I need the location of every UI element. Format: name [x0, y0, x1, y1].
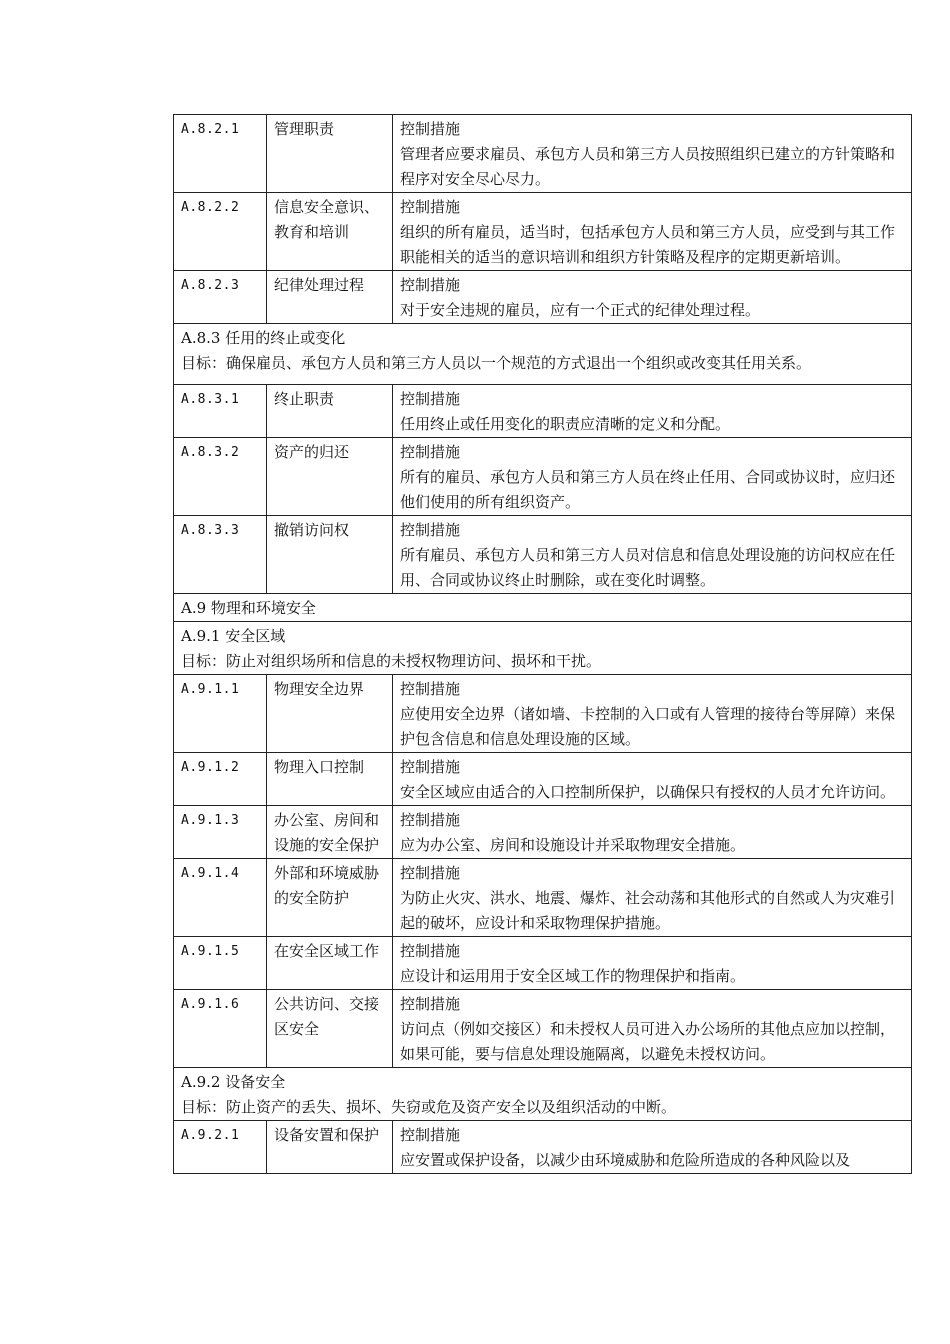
control-id: A.9.2.1: [174, 1121, 267, 1174]
control-label: 控制措施: [400, 198, 461, 216]
table-row: [174, 937, 912, 990]
control-text: 对于安全违规的雇员，应有一个正式的纪律处理过程。: [400, 301, 761, 319]
control-text: 为防止火灾、洪水、地震、爆炸、社会动荡和其他形式的自然或人为灾难引起的破坏，应设计和采取物理保护措施。: [400, 889, 896, 932]
table-row: [174, 675, 912, 753]
control-text: 管理者应要求雇员、承包方人员和第三方人员按照组织已建立的方针策略和程序对安全尽心尽力。: [400, 145, 896, 188]
section-a92: [174, 1068, 912, 1121]
control-id: A.8.3.2: [174, 438, 267, 516]
section-objective: 目标：防止资产的丢失、损坏、失窃或危及资产安全以及组织活动的中断。: [181, 1098, 677, 1116]
control-description: [393, 990, 912, 1068]
section-title: A.9.1 安全区域: [181, 627, 286, 645]
control-text: 任用终止或任用变化的职责应清晰的定义和分配。: [400, 415, 731, 433]
section-objective: 目标：确保雇员、承包方人员和第三方人员以一个规范的方式退出一个组织或改变其任用关系。: [181, 354, 812, 372]
control-description: [393, 859, 912, 937]
control-text: 组织的所有雇员，适当时，包括承包方人员和第三方人员，应受到与其工作职能相关的适当的意识培训和组织方针策略及程序的定期更新培训。: [400, 223, 896, 266]
control-label: 控制措施: [400, 443, 461, 461]
control-description: [393, 753, 912, 806]
table-row: [174, 990, 912, 1068]
control-label: 控制措施: [400, 811, 461, 829]
standard-document: [173, 114, 911, 1174]
control-description: [393, 115, 912, 193]
control-text: 安全区域应由适合的入口控制所保护，以确保只有授权的人员才允许访问。: [400, 783, 896, 801]
control-name: 纪律处理过程: [267, 271, 393, 324]
control-id: A.8.3.3: [174, 516, 267, 594]
control-description: [393, 438, 912, 516]
section-objective: 目标：防止对组织场所和信息的未授权物理访问、损坏和干扰。: [181, 652, 602, 670]
section-row: [174, 622, 912, 675]
control-label: 控制措施: [400, 276, 461, 294]
section-title: A.9.2 设备安全: [181, 1073, 286, 1091]
control-label: 控制措施: [400, 680, 461, 698]
control-id: A.9.1.6: [174, 990, 267, 1068]
control-id: A.8.3.1: [174, 385, 267, 438]
table-row: [174, 516, 912, 594]
control-name: 设备安置和保护: [267, 1121, 393, 1174]
table-row: [174, 271, 912, 324]
section-row: [174, 324, 912, 385]
control-id: A.8.2.1: [174, 115, 267, 193]
table-row: [174, 438, 912, 516]
control-text: 应安置或保护设备，以减少由环境威胁和危险所造成的各种风险以及: [400, 1151, 851, 1169]
control-label: 控制措施: [400, 120, 461, 138]
controls-table: [173, 114, 912, 1174]
control-name: 办公室、房间和设施的安全保护: [267, 806, 393, 859]
control-id: A.8.2.3: [174, 271, 267, 324]
control-label: 控制措施: [400, 864, 461, 882]
control-text: 访问点（例如交接区）和未授权人员可进入办公场所的其他点应加以控制，如果可能，要与信息处理设施隔离，以避免未授权访问。: [400, 1020, 896, 1063]
table-row: [174, 385, 912, 438]
control-description: [393, 675, 912, 753]
control-label: 控制措施: [400, 521, 461, 539]
control-text: 应为办公室、房间和设施设计并采取物理安全措施。: [400, 836, 746, 854]
control-description: [393, 385, 912, 438]
control-description: [393, 271, 912, 324]
control-label: 控制措施: [400, 758, 461, 776]
control-text: 所有雇员、承包方人员和第三方人员对信息和信息处理设施的访问权应在任用、合同或协议终止时删除，或在变化时调整。: [400, 546, 896, 589]
control-description: [393, 1121, 912, 1174]
control-name: 物理入口控制: [267, 753, 393, 806]
table-row: [174, 1121, 912, 1174]
control-id: A.9.1.4: [174, 859, 267, 937]
section-a9-title: A.9 物理和环境安全: [174, 594, 912, 622]
control-description: [393, 806, 912, 859]
table-row: [174, 193, 912, 271]
table-row: [174, 115, 912, 193]
control-name: 终止职责: [267, 385, 393, 438]
control-text: 应设计和运用用于安全区域工作的物理保护和指南。: [400, 967, 746, 985]
control-id: A.9.1.1: [174, 675, 267, 753]
section-a91: [174, 622, 912, 675]
section-row: [174, 594, 912, 622]
table-row: [174, 753, 912, 806]
control-name: 外部和环境威胁的安全防护: [267, 859, 393, 937]
table-row: [174, 806, 912, 859]
control-name: 信息安全意识、教育和培训: [267, 193, 393, 271]
control-label: 控制措施: [400, 995, 461, 1013]
control-name: 撤销访问权: [267, 516, 393, 594]
control-id: A.8.2.2: [174, 193, 267, 271]
control-name: 物理安全边界: [267, 675, 393, 753]
control-name: 在安全区域工作: [267, 937, 393, 990]
control-description: [393, 516, 912, 594]
control-id: A.9.1.5: [174, 937, 267, 990]
control-text: 所有的雇员、承包方人员和第三方人员在终止任用、合同或协议时，应归还他们使用的所有组织资产。: [400, 468, 896, 511]
control-name: 管理职责: [267, 115, 393, 193]
control-id: A.9.1.2: [174, 753, 267, 806]
control-id: A.9.1.3: [174, 806, 267, 859]
control-name: 公共访问、交接区安全: [267, 990, 393, 1068]
section-a83: [174, 324, 912, 385]
control-description: [393, 937, 912, 990]
section-row: [174, 1068, 912, 1121]
table-row: [174, 859, 912, 937]
control-text: 应使用安全边界（诸如墙、卡控制的入口或有人管理的接待台等屏障）来保护包含信息和信息处理设施的区域。: [400, 705, 896, 748]
control-description: [393, 193, 912, 271]
control-label: 控制措施: [400, 390, 461, 408]
control-label: 控制措施: [400, 942, 461, 960]
control-name: 资产的归还: [267, 438, 393, 516]
section-title: A.8.3 任用的终止或变化: [181, 329, 346, 347]
control-label: 控制措施: [400, 1126, 461, 1144]
